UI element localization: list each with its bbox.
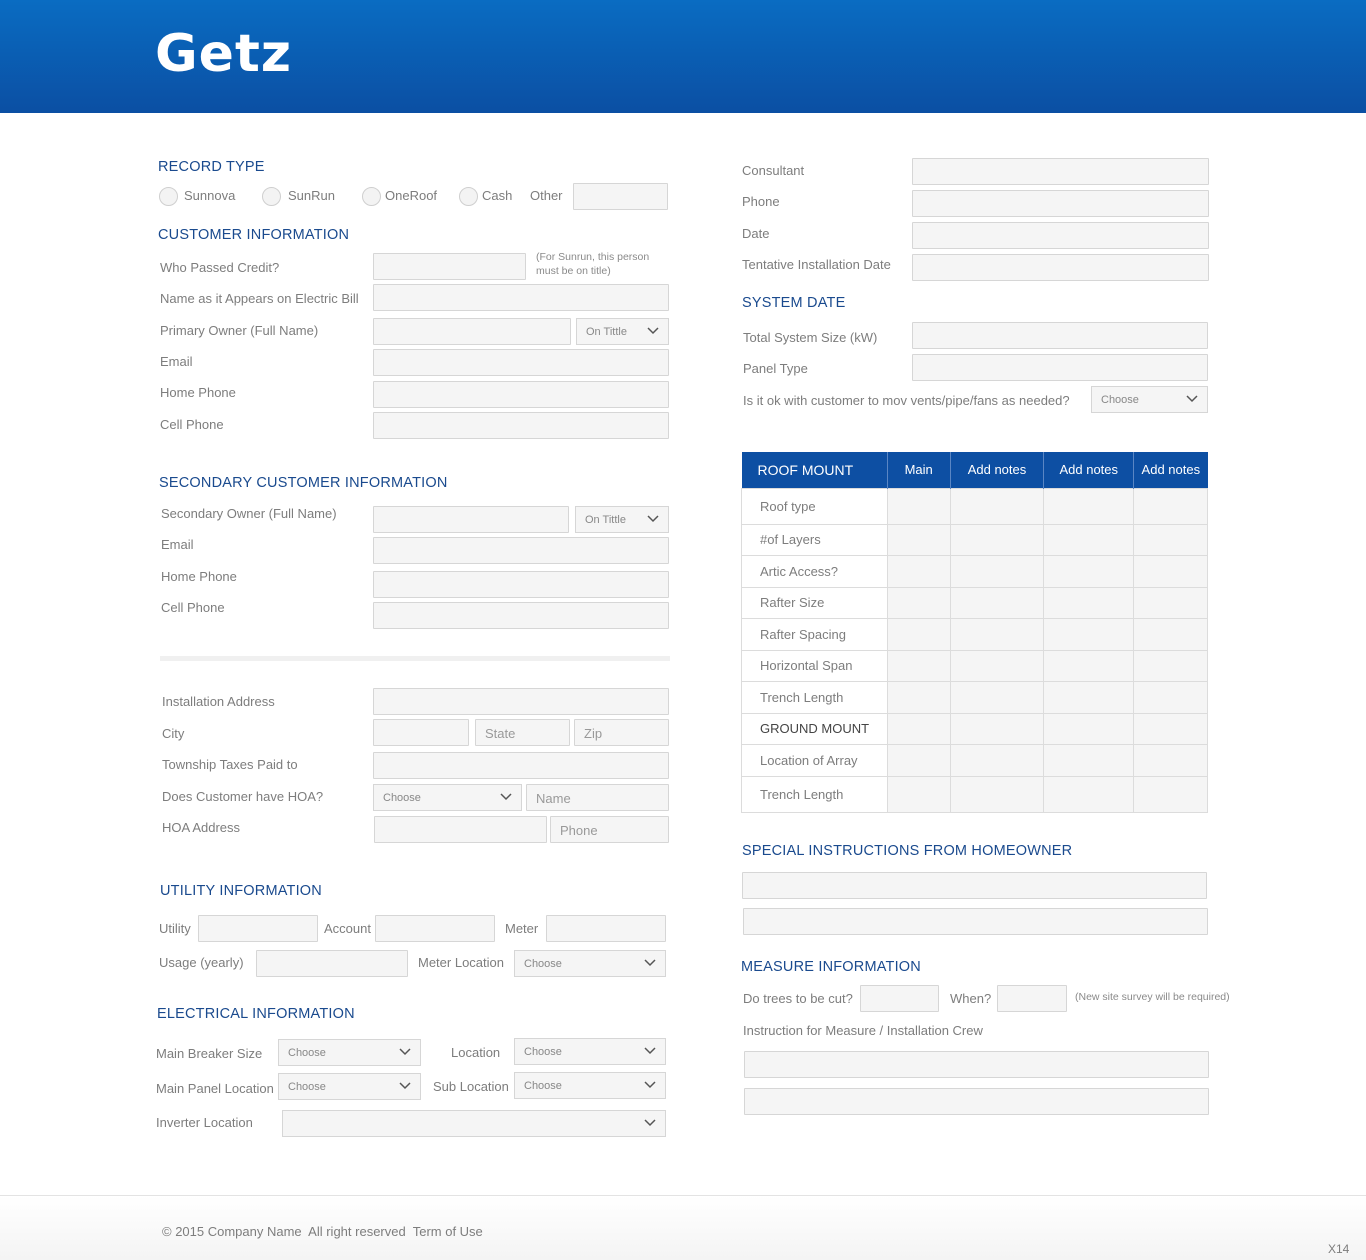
chevron-down-icon bbox=[1186, 395, 1198, 403]
chevron-down-icon bbox=[399, 1082, 411, 1090]
table-row: Roof type bbox=[742, 488, 1208, 524]
table-cell[interactable] bbox=[887, 776, 950, 812]
vents-select[interactable]: Choose bbox=[1091, 386, 1208, 413]
table-cell[interactable] bbox=[887, 619, 950, 651]
table-row bbox=[742, 713, 1208, 745]
when-label: When? bbox=[950, 991, 992, 1006]
roof-header-notes-1: Add notes bbox=[950, 452, 1044, 488]
cell-phone-input[interactable] bbox=[373, 412, 669, 439]
table-cell[interactable] bbox=[887, 713, 950, 745]
utility-label: Utility bbox=[159, 921, 191, 936]
table-cell[interactable] bbox=[1134, 682, 1208, 714]
primary-owner-input[interactable] bbox=[373, 318, 571, 345]
cell-phone-label: Cell Phone bbox=[160, 417, 224, 432]
consultant-phone-input[interactable] bbox=[912, 190, 1209, 217]
radio-label-cash: Cash bbox=[482, 188, 513, 203]
utility-info-title: UTILITY INFORMATION bbox=[160, 883, 322, 899]
secondary-home-phone-input[interactable] bbox=[373, 571, 669, 598]
table-cell[interactable] bbox=[887, 524, 950, 556]
table-cell[interactable] bbox=[1134, 488, 1208, 524]
table-cell[interactable] bbox=[1134, 776, 1208, 812]
table-cell[interactable] bbox=[950, 556, 1044, 588]
record-type-title: RECORD TYPE bbox=[158, 159, 265, 175]
date-label: Date bbox=[742, 226, 770, 241]
chevron-down-icon bbox=[647, 327, 659, 335]
main-breaker-label: Main Breaker Size bbox=[156, 1046, 263, 1061]
table-cell[interactable] bbox=[887, 682, 950, 714]
hoa-name-input[interactable]: Name bbox=[526, 784, 669, 811]
zip-input[interactable]: Zip bbox=[574, 719, 669, 746]
utility-input[interactable] bbox=[198, 915, 318, 942]
table-cell[interactable] bbox=[1134, 524, 1208, 556]
installation-address-label: Installation Address bbox=[162, 694, 275, 709]
table-cell[interactable] bbox=[1044, 619, 1134, 651]
table-cell[interactable] bbox=[887, 587, 950, 619]
system-date-title: SYSTEM DATE bbox=[742, 295, 846, 311]
secondary-info-title: SECONDARY CUSTOMER INFORMATION bbox=[159, 475, 448, 491]
electrical-info-title: ELECTRICAL INFORMATION bbox=[157, 1006, 355, 1022]
secondary-cell-phone-input[interactable] bbox=[373, 602, 669, 629]
secondary-email-input[interactable] bbox=[373, 537, 669, 564]
roof-header-main: Main bbox=[887, 452, 950, 488]
name-on-bill-input[interactable] bbox=[373, 284, 669, 311]
chevron-down-icon bbox=[644, 1119, 656, 1127]
who-passed-credit-label: Who Passed Credit? bbox=[160, 260, 280, 275]
chevron-down-icon bbox=[399, 1048, 411, 1056]
roof-header-notes-2: Add notes bbox=[1044, 452, 1134, 488]
table-row: Horizontal Span bbox=[742, 650, 1208, 682]
meter-input[interactable] bbox=[546, 915, 666, 942]
table-cell[interactable] bbox=[950, 488, 1044, 524]
table-row: Rafter Size bbox=[742, 587, 1208, 619]
consultant-phone-label: Phone bbox=[742, 194, 780, 209]
table-cell[interactable] bbox=[1134, 713, 1208, 745]
table-cell[interactable] bbox=[1044, 776, 1134, 812]
account-label: Account bbox=[324, 921, 371, 936]
table-cell[interactable] bbox=[1044, 587, 1134, 619]
total-system-size-label: Total System Size (kW) bbox=[743, 330, 878, 345]
sub-location-label: Sub Location bbox=[433, 1079, 509, 1094]
special-instructions-input-2[interactable] bbox=[743, 908, 1208, 935]
chevron-down-icon bbox=[644, 1047, 656, 1055]
hoa-address-label: HOA Address bbox=[162, 820, 241, 835]
account-input[interactable] bbox=[375, 915, 495, 942]
vents-question-label: Is it ok with customer to mov vents/pipe/fans as needed? bbox=[743, 393, 1070, 408]
when-input[interactable] bbox=[997, 985, 1067, 1012]
township-input[interactable] bbox=[373, 752, 669, 779]
tentative-date-label: Tentative Installation Date bbox=[742, 257, 891, 272]
primary-on-title-select[interactable]: On Tittle bbox=[576, 318, 669, 345]
panel-type-label: Panel Type bbox=[743, 361, 808, 376]
township-label: Township Taxes Paid to bbox=[162, 757, 298, 772]
primary-owner-label: Primary Owner (Full Name) bbox=[160, 323, 319, 338]
table-cell[interactable] bbox=[1134, 619, 1208, 651]
hoa-select[interactable]: Choose bbox=[373, 784, 522, 811]
table-cell[interactable] bbox=[950, 524, 1044, 556]
table-cell[interactable] bbox=[1134, 650, 1208, 682]
email-label: Email bbox=[160, 354, 193, 369]
city-label: City bbox=[162, 726, 185, 741]
meter-label: Meter bbox=[505, 921, 539, 936]
special-instructions-title: SPECIAL INSTRUCTIONS FROM HOMEOWNER bbox=[742, 843, 1073, 859]
table-row: Rafter Spacing bbox=[742, 619, 1208, 651]
table-cell[interactable] bbox=[887, 488, 950, 524]
instruction-input-2[interactable] bbox=[744, 1088, 1209, 1115]
table-row: Trench Length bbox=[742, 776, 1208, 812]
terms-link[interactable]: Term of Use bbox=[412, 1224, 483, 1239]
special-instructions-input-1[interactable] bbox=[742, 872, 1207, 899]
installation-address-input[interactable] bbox=[373, 688, 669, 715]
usage-input[interactable] bbox=[256, 950, 408, 977]
table-cell[interactable] bbox=[1044, 650, 1134, 682]
inverter-label: Inverter Location bbox=[156, 1115, 253, 1130]
table-cell[interactable] bbox=[887, 556, 950, 588]
table-cell[interactable] bbox=[1044, 713, 1134, 745]
location-select[interactable]: Choose bbox=[514, 1038, 666, 1065]
hoa-phone-input[interactable]: Phone bbox=[550, 816, 669, 843]
section-divider bbox=[160, 656, 670, 661]
secondary-owner-label: Secondary Owner (Full Name) bbox=[161, 506, 337, 521]
customer-info-title: CUSTOMER INFORMATION bbox=[158, 227, 350, 243]
ground-mount-label: GROUND MOUNT bbox=[742, 713, 888, 745]
table-cell[interactable] bbox=[950, 587, 1044, 619]
table-row: Trench Length bbox=[742, 682, 1208, 714]
table-cell[interactable] bbox=[1044, 556, 1134, 588]
email-input[interactable] bbox=[373, 349, 669, 376]
footer-badge: X14 bbox=[1328, 1242, 1350, 1256]
chevron-down-icon bbox=[644, 1081, 656, 1089]
footer-copyright: © 2015 Company Name All right reserved Term of Use bbox=[162, 1224, 483, 1239]
table-cell[interactable] bbox=[1134, 587, 1208, 619]
roof-mount-table bbox=[741, 452, 1208, 813]
trees-label: Do trees to be cut? bbox=[743, 991, 853, 1006]
radio-label-oneroof: OneRoof bbox=[385, 188, 438, 203]
tentative-date-input[interactable] bbox=[912, 254, 1209, 281]
hoa-question-label: Does Customer have HOA? bbox=[162, 789, 324, 804]
instruction-label: Instruction for Measure / Installation Crew bbox=[743, 1023, 983, 1038]
page-footer bbox=[0, 1195, 1366, 1260]
table-cell[interactable] bbox=[1044, 488, 1134, 524]
main-panel-label: Main Panel Location bbox=[156, 1081, 274, 1096]
table-cell[interactable] bbox=[1134, 556, 1208, 588]
radio-label-sunrun: SunRun bbox=[288, 188, 335, 203]
table-cell[interactable] bbox=[887, 745, 950, 777]
main-breaker-select[interactable]: Choose bbox=[278, 1039, 421, 1066]
secondary-owner-input[interactable] bbox=[373, 506, 569, 533]
credit-note: (For Sunrun, this person must be on title) bbox=[536, 251, 650, 277]
hoa-address-input[interactable] bbox=[374, 816, 547, 843]
main-panel-select[interactable]: Choose bbox=[278, 1073, 421, 1100]
consultant-label: Consultant bbox=[742, 163, 805, 178]
table-cell[interactable] bbox=[1134, 745, 1208, 777]
roof-header-notes-3: Add notes bbox=[1134, 452, 1208, 488]
city-input[interactable] bbox=[373, 719, 469, 746]
total-system-size-input[interactable] bbox=[912, 322, 1208, 349]
page-header bbox=[0, 0, 1366, 113]
chevron-down-icon bbox=[500, 793, 512, 801]
table-cell[interactable] bbox=[950, 650, 1044, 682]
home-phone-input[interactable] bbox=[373, 381, 669, 408]
chevron-down-icon bbox=[647, 515, 659, 523]
trees-input[interactable] bbox=[860, 985, 939, 1012]
state-input[interactable]: State bbox=[475, 719, 570, 746]
table-cell[interactable] bbox=[950, 776, 1044, 812]
radio-sunrun[interactable] bbox=[262, 187, 281, 206]
location-label: Location bbox=[451, 1045, 501, 1060]
table-cell[interactable] bbox=[1044, 682, 1134, 714]
secondary-on-title-select[interactable]: On Tittle bbox=[575, 506, 669, 533]
table-cell[interactable] bbox=[950, 682, 1044, 714]
instruction-input-1[interactable] bbox=[744, 1051, 1209, 1078]
measure-info-title: MEASURE INFORMATION bbox=[741, 959, 921, 975]
table-cell[interactable] bbox=[1044, 524, 1134, 556]
radio-oneroof[interactable] bbox=[362, 187, 381, 206]
panel-type-input[interactable] bbox=[912, 354, 1208, 381]
radio-cash[interactable] bbox=[459, 187, 478, 206]
sub-location-select[interactable]: Choose bbox=[514, 1072, 666, 1099]
secondary-email-label: Email bbox=[161, 537, 194, 552]
table-cell[interactable] bbox=[1044, 745, 1134, 777]
usage-label: Usage (yearly) bbox=[159, 955, 244, 970]
meter-location-label: Meter Location bbox=[418, 955, 504, 970]
table-cell[interactable] bbox=[950, 619, 1044, 651]
consultant-input[interactable] bbox=[912, 158, 1209, 185]
logo[interactable]: Getz bbox=[155, 24, 293, 84]
table-row: #of Layers bbox=[742, 524, 1208, 556]
other-input[interactable] bbox=[573, 183, 668, 210]
table-cell[interactable] bbox=[887, 650, 950, 682]
inverter-select[interactable] bbox=[282, 1110, 666, 1137]
table-cell[interactable] bbox=[950, 745, 1044, 777]
survey-note: (New site survey will be required) bbox=[1075, 991, 1230, 1003]
secondary-cell-phone-label: Cell Phone bbox=[161, 600, 225, 615]
table-row: Location of Array bbox=[742, 745, 1208, 777]
chevron-down-icon bbox=[644, 959, 656, 967]
table-cell[interactable] bbox=[950, 713, 1044, 745]
who-passed-credit-input[interactable] bbox=[373, 253, 526, 280]
meter-location-select[interactable]: Choose bbox=[514, 950, 666, 977]
table-row: Artic Access? bbox=[742, 556, 1208, 588]
roof-header-roof-mount: ROOF MOUNT bbox=[742, 452, 888, 488]
name-on-bill-label: Name as it Appears on Electric Bill bbox=[160, 291, 359, 306]
other-label: Other bbox=[530, 188, 563, 203]
home-phone-label: Home Phone bbox=[160, 385, 236, 400]
radio-sunnova[interactable] bbox=[159, 187, 178, 206]
secondary-home-phone-label: Home Phone bbox=[161, 569, 237, 584]
date-input[interactable] bbox=[912, 222, 1209, 249]
radio-label-sunnova: Sunnova bbox=[184, 188, 236, 203]
